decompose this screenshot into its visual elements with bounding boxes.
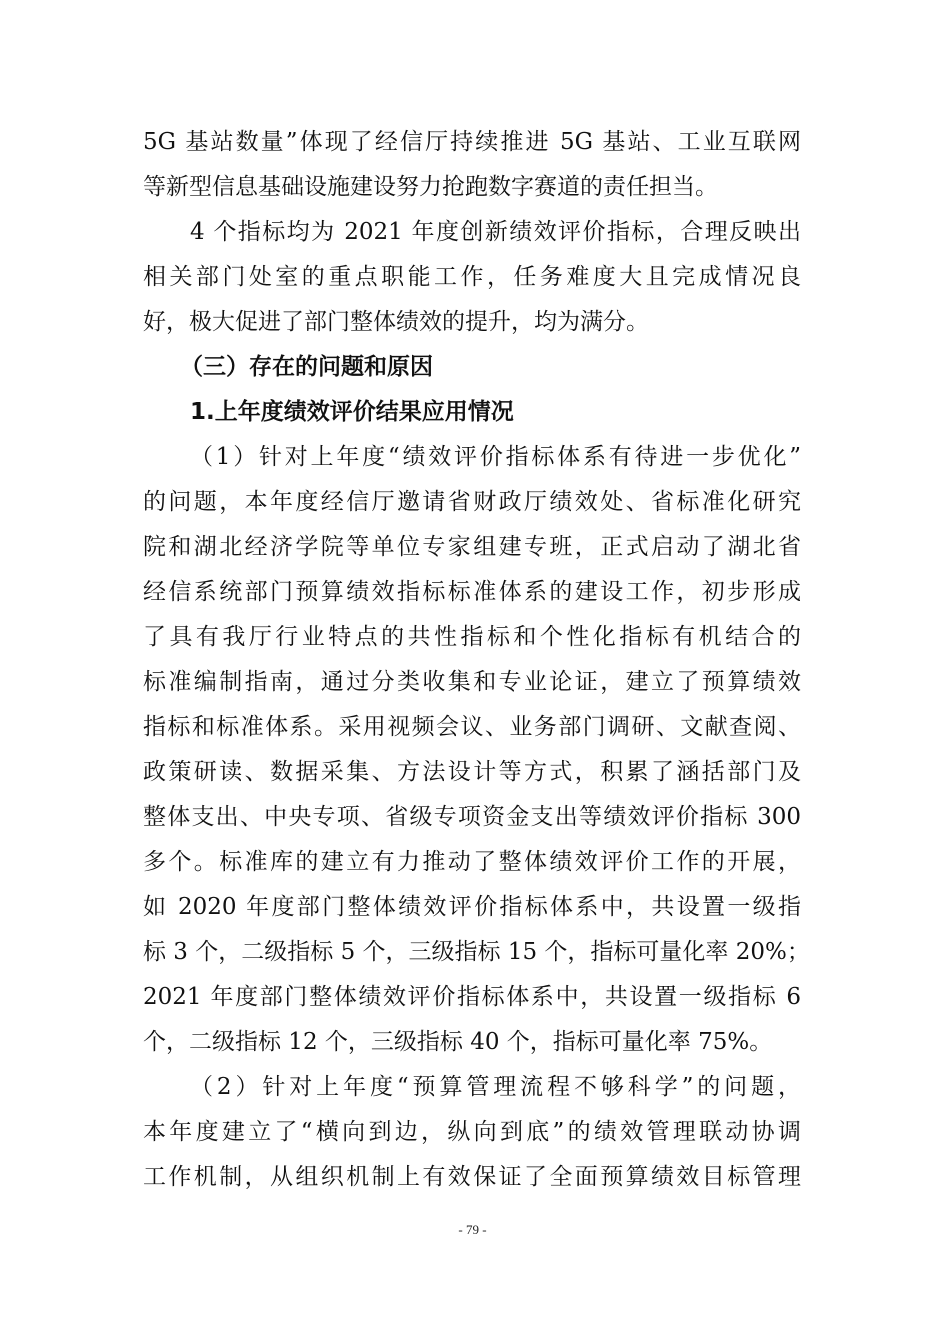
- body-line: 院和湖北经济学院等单位专家组建专班，正式启动了湖北省: [143, 534, 801, 560]
- body-line: 了具有我厅行业特点的共性指标和个性化指标有机结合的: [143, 624, 801, 650]
- page-number: - 79 -: [458, 1222, 487, 1237]
- body-line: 标 3 个，二级指标 5 个，三级指标 15 个，指标可量化率 20%；: [143, 939, 810, 965]
- body-line: 好，极大促进了部门整体绩效的提升，均为满分。: [143, 309, 649, 335]
- body-line: 标准编制指南，通过分类收集和专业论证，建立了预算绩效: [143, 669, 801, 695]
- body-line: 5G 基站数量”体现了经信厅持续推进 5G 基站、工业互联网: [143, 129, 801, 155]
- body-line: 指标和标准体系。采用视频会议、业务部门调研、文献查阅、: [143, 714, 801, 740]
- body-line: 相关部门处室的重点职能工作，任务难度大且完成情况良: [143, 264, 801, 290]
- paragraph-first-line: 4 个指标均为 2021 年度创新绩效评价指标，合理反映出: [190, 219, 801, 245]
- body-line: 如 2020 年度部门整体绩效评价指标体系中，共设置一级指: [143, 894, 801, 920]
- paragraph-first-line: （1）针对上年度“绩效评价指标体系有待进一步优化”: [190, 444, 801, 470]
- body-line: 个，二级指标 12 个，三级指标 40 个，指标可量化率 75%。: [143, 1029, 773, 1055]
- section-heading: （三）存在的问题和原因: [180, 354, 433, 380]
- body-line: 的问题，本年度经信厅邀请省财政厅绩效处、省标准化研究: [143, 489, 801, 515]
- body-line: 等新型信息基础设施建设努力抢跑数字赛道的责任担当。: [143, 174, 718, 200]
- body-line: 2021 年度部门整体绩效评价指标体系中，共设置一级指标 6: [143, 984, 801, 1010]
- body-line: 政策研读、数据采集、方法设计等方式，积累了涵括部门及: [143, 759, 801, 785]
- body-line: 经信系统部门预算绩效指标标准体系的建设工作，初步形成: [143, 579, 801, 605]
- body-line: 多个。标准库的建立有力推动了整体绩效评价工作的开展，: [143, 849, 801, 875]
- body-line: 本年度建立了“横向到边，纵向到底”的绩效管理联动协调: [143, 1119, 801, 1145]
- body-line: 整体支出、中央专项、省级专项资金支出等绩效评价指标 300: [143, 804, 801, 830]
- paragraph-first-line: （2）针对上年度“预算管理流程不够科学”的问题，: [190, 1074, 801, 1100]
- subsection-heading: 1.上年度绩效评价结果应用情况: [190, 399, 514, 425]
- body-line: 工作机制，从组织机制上有效保证了全面预算绩效目标管理: [143, 1164, 801, 1190]
